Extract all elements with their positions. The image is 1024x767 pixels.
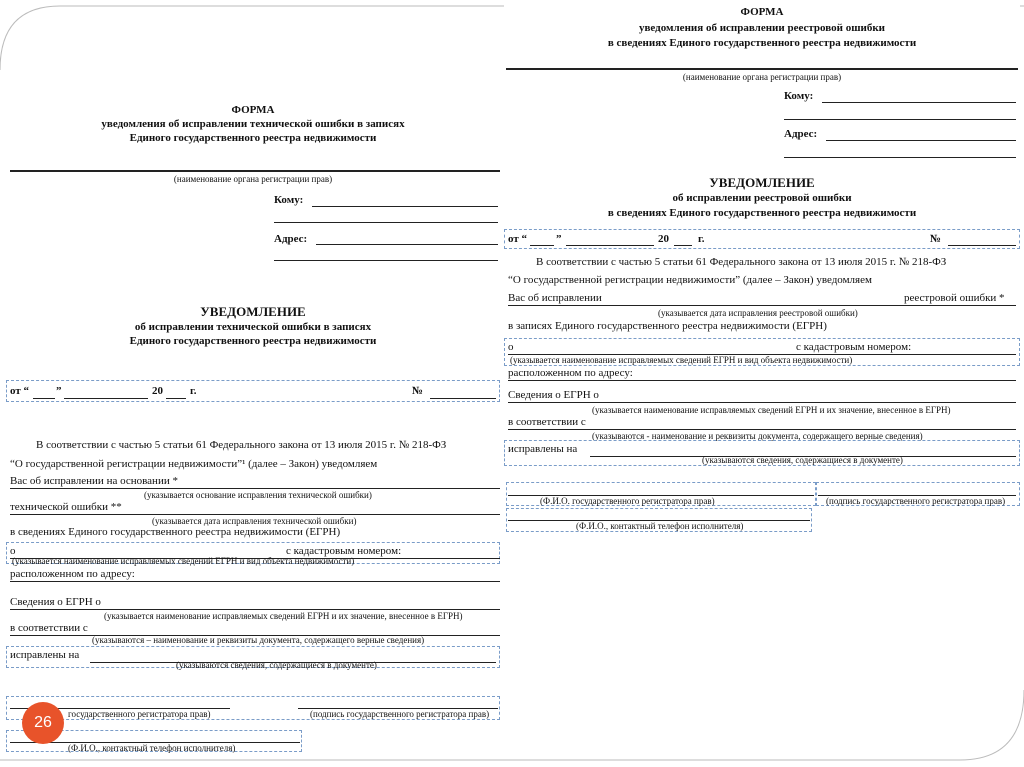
left-cap-basis: (указывается основание исправления технической ошибки)	[144, 490, 372, 500]
left-notice-title: УВЕДОМЛЕНИЕ	[200, 304, 306, 319]
right-sig2: (подпись государственного регистратора прав)	[826, 496, 1006, 506]
left-body-p5: в сведениях Единого государственного реестра недвижимости (ЕГРН)	[10, 526, 341, 538]
right-org-line	[506, 68, 1018, 70]
left-date-from: от “	[10, 385, 30, 397]
right-date-month[interactable]	[566, 245, 654, 246]
right-date-year: 20	[658, 233, 669, 245]
right-info-field[interactable]	[508, 402, 1016, 403]
left-form-title: ФОРМА	[231, 104, 275, 116]
right-doc-field[interactable]	[508, 429, 1016, 430]
left-date-field[interactable]	[10, 514, 500, 515]
left-body-p2: “О государственной регистрации недвижимости”¹ (далее – Закон) уведомляем	[10, 458, 378, 470]
left-date-year: 20	[152, 385, 163, 397]
right-sig3: (Ф.И.О., контактный телефон исполнителя)	[576, 521, 744, 531]
right-address-field[interactable]	[826, 140, 1016, 141]
left-date-number-field[interactable]	[430, 398, 496, 399]
right-cap-doc: (указываются - наименование и реквизиты документа, содержащего верные сведения)	[592, 431, 923, 441]
right-body-p3a: Вас об исправлении	[508, 292, 602, 304]
right-body-p5a: о	[508, 341, 514, 353]
right-body-p6: расположенном по адресу:	[508, 367, 633, 379]
left-date-month[interactable]	[64, 398, 148, 399]
right-form-subtitle1: уведомления об исправлении реестровой ошибки	[638, 22, 886, 34]
left-cap-info: (указывается наименование исправляемых сведений ЕГРН и их значение, внесенное в ЕГРН)	[104, 611, 463, 621]
right-date-day[interactable]	[530, 245, 554, 246]
left-notice-line1: об исправлении технической ошибки в записях	[134, 321, 372, 333]
right-to-field-2[interactable]	[784, 119, 1016, 120]
right-form-page	[504, 0, 1020, 540]
left-basis-field[interactable]	[10, 488, 500, 489]
right-date-fix-field[interactable]	[508, 305, 1016, 306]
right-cap-date: (указывается дата исправления реестровой ошибки)	[658, 308, 858, 318]
left-cap-doc: (указываются – наименование и реквизиты документа, содержащего верные сведения)	[92, 635, 425, 645]
left-body-p4: технической ошибки **	[10, 501, 122, 513]
left-body-p3: Вас об исправлении на основании *	[10, 475, 178, 487]
left-body-p7: расположенном по адресу:	[10, 568, 135, 580]
right-body-p9: исправлены на	[508, 443, 578, 455]
left-to-field[interactable]	[312, 206, 498, 207]
left-body-p1: В соответствии с частью 5 статьи 61 Федерального закона от 13 июля 2015 г. № 218-ФЗ	[36, 439, 447, 451]
left-form-subtitle2: Единого государственного реестра недвижимости	[129, 132, 377, 144]
right-notice-line2: в сведениях Единого государственного реестра недвижимости	[607, 207, 917, 219]
left-address-field[interactable]	[316, 244, 498, 245]
right-date-row	[504, 229, 1020, 249]
right-date-g: г.	[698, 233, 705, 245]
right-notice-title: УВЕДОМЛЕНИЕ	[709, 175, 815, 190]
left-form-page	[4, 90, 502, 758]
left-body-p10: исправлены на	[10, 649, 80, 661]
right-body-p5b: с кадастровым номером:	[796, 341, 912, 353]
left-body-p9: в соответствии с	[10, 622, 88, 634]
left-cap-doc2: (указываются сведения, содержащиеся в документе)	[176, 660, 377, 670]
right-form-subtitle2: в сведениях Единого государственного реестра недвижимости	[607, 37, 917, 49]
org-line	[10, 170, 500, 172]
right-date-quote: ”	[556, 233, 562, 245]
right-date-year-field[interactable]	[674, 245, 692, 246]
left-sig2: (подпись государственного регистратора прав)	[310, 709, 490, 719]
right-body-p7: Сведения о ЕГРН о	[508, 389, 599, 401]
right-cap-info: (указывается наименование исправляемых сведений ЕГРН и их значение, внесенное в ЕГРН)	[592, 405, 951, 415]
left-notice-line2: Единого государственного реестра недвижимости	[129, 335, 377, 347]
right-cap-obj: (указывается наименование исправляемых сведений ЕГРН и вид объекта недвижимости)	[510, 355, 853, 365]
left-to-field-2[interactable]	[274, 222, 498, 223]
right-body-p2: “О государственной регистрации недвижимости” (далее – Закон) уведомляем	[508, 274, 872, 286]
left-cap-obj: (указывается наименование исправляемых сведений ЕГРН и вид объекта недвижимости)	[12, 556, 355, 566]
right-to-field[interactable]	[822, 102, 1016, 103]
right-address-value-field[interactable]	[508, 380, 1016, 381]
right-body-p4: в записях Единого государственного реестра недвижимости (ЕГРН)	[508, 320, 827, 332]
left-sig3: (Ф.И.О., контактный телефон исполнителя)	[68, 743, 236, 753]
left-date-g: г.	[190, 385, 197, 397]
right-date-from: от “	[508, 233, 528, 245]
right-cap-doc2: (указываются сведения, содержащиеся в документе)	[702, 455, 903, 465]
right-address-field-2[interactable]	[784, 157, 1016, 158]
left-body-p8: Сведения о ЕГРН о	[10, 596, 101, 608]
left-cap-date: (указывается дата исправления технической ошибки)	[152, 516, 357, 526]
left-body-p6a: о	[10, 545, 16, 557]
right-body-p8: в соответствии с	[508, 416, 586, 428]
left-form-subtitle1: уведомления об исправлении технической ошибки в записях	[101, 118, 405, 130]
right-body-p1: В соответствии с частью 5 статьи 61 Федерального закона от 13 июля 2015 г. № 218-ФЗ	[536, 256, 947, 268]
right-date-number-field[interactable]	[948, 245, 1016, 246]
left-address-field-2[interactable]	[274, 260, 498, 261]
right-address-label: Адрес:	[784, 128, 818, 140]
left-org-caption: (наименование органа регистрации прав)	[173, 174, 333, 184]
right-sig1: (Ф.И.О. государственного регистратора прав)	[540, 496, 715, 506]
right-notice-line1: об исправлении реестровой ошибки	[672, 192, 852, 204]
right-body-p3b: реестровой ошибки *	[904, 292, 1005, 304]
left-address-label: Адрес:	[274, 233, 308, 245]
right-date-num: №	[930, 233, 942, 245]
left-date-day[interactable]	[33, 398, 55, 399]
left-body-p6b: с кадастровым номером:	[286, 545, 402, 557]
right-form-title: ФОРМА	[740, 6, 784, 18]
left-info-field[interactable]	[10, 609, 500, 610]
left-date-quote: ”	[56, 385, 62, 397]
slide-page-number: 26	[22, 702, 64, 744]
right-to-label: Кому:	[784, 90, 814, 102]
left-date-num: №	[412, 385, 424, 397]
left-sig1: государственного регистратора прав)	[68, 709, 211, 719]
left-date-year-field[interactable]	[166, 398, 186, 399]
left-address-value-field[interactable]	[10, 581, 500, 582]
right-org-caption: (наименование органа регистрации прав)	[682, 72, 842, 82]
left-to-label: Кому:	[274, 194, 304, 206]
